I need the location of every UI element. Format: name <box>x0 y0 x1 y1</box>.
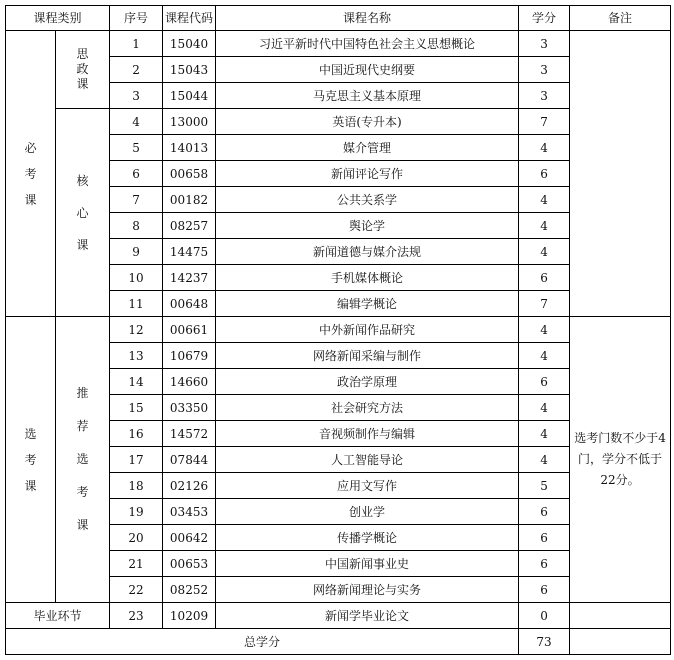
course-seq: 4 <box>110 109 163 135</box>
subcategory-ideology <box>56 31 110 109</box>
total-credit: 73 <box>519 629 570 655</box>
subcategory-ideology-label <box>56 47 109 92</box>
course-seq: 12 <box>110 317 163 343</box>
vertical-char: 考 <box>76 485 89 499</box>
table-row <box>6 317 671 343</box>
header-credit: 学分 <box>519 6 570 31</box>
course-name: 新闻学毕业论文 <box>216 603 519 629</box>
vertical-char: 选 <box>76 452 89 466</box>
course-seq: 18 <box>110 473 163 499</box>
vertical-char: 选 <box>24 426 37 441</box>
course-seq: 6 <box>110 161 163 187</box>
course-name: 公共关系学 <box>216 187 519 213</box>
vertical-char: 思 <box>76 47 89 61</box>
course-seq: 13 <box>110 343 163 369</box>
course-credit: 4 <box>519 395 570 421</box>
course-name: 创业学 <box>216 499 519 525</box>
graduation-label: 毕业环节 <box>6 603 110 629</box>
vertical-char: 政 <box>76 62 89 76</box>
course-credit: 7 <box>519 291 570 317</box>
course-name: 习近平新时代中国特色社会主义思想概论 <box>216 31 519 57</box>
course-seq: 23 <box>110 603 163 629</box>
course-seq: 15 <box>110 395 163 421</box>
vertical-char: 推 <box>76 386 89 400</box>
course-credit: 6 <box>519 265 570 291</box>
course-name: 应用文写作 <box>216 473 519 499</box>
course-code: 15044 <box>163 83 216 109</box>
course-name: 音视频制作与编辑 <box>216 421 519 447</box>
course-credit: 6 <box>519 369 570 395</box>
course-seq: 20 <box>110 525 163 551</box>
subcategory-core-label <box>56 165 109 261</box>
course-name: 中国新闻事业史 <box>216 551 519 577</box>
course-name: 政治学原理 <box>216 369 519 395</box>
total-row <box>6 629 671 655</box>
course-seq: 19 <box>110 499 163 525</box>
course-seq: 16 <box>110 421 163 447</box>
vertical-char: 考 <box>24 166 37 181</box>
course-credit: 6 <box>519 499 570 525</box>
subcategory-core <box>56 109 110 317</box>
course-credit: 4 <box>519 343 570 369</box>
course-seq: 11 <box>110 291 163 317</box>
vertical-char: 课 <box>24 478 37 493</box>
category-elective <box>6 317 56 603</box>
course-credit: 3 <box>519 83 570 109</box>
course-seq: 1 <box>110 31 163 57</box>
category-required-label <box>6 135 55 213</box>
course-code: 14475 <box>163 239 216 265</box>
course-seq: 9 <box>110 239 163 265</box>
course-name: 人工智能导论 <box>216 447 519 473</box>
course-credit: 4 <box>519 421 570 447</box>
course-name: 中外新闻作品研究 <box>216 317 519 343</box>
course-seq: 21 <box>110 551 163 577</box>
course-seq: 3 <box>110 83 163 109</box>
course-credit: 6 <box>519 551 570 577</box>
course-credit: 5 <box>519 473 570 499</box>
course-credit: 3 <box>519 57 570 83</box>
course-name: 舆论学 <box>216 213 519 239</box>
course-credit: 4 <box>519 187 570 213</box>
vertical-char: 核 <box>76 173 89 188</box>
vertical-char: 心 <box>76 205 89 220</box>
course-credit: 7 <box>519 109 570 135</box>
course-name: 英语(专升本) <box>216 109 519 135</box>
course-seq: 17 <box>110 447 163 473</box>
course-code: 00658 <box>163 161 216 187</box>
subcategory-recommended-label <box>56 377 109 542</box>
remark-required <box>570 31 671 317</box>
course-credit: 4 <box>519 135 570 161</box>
curriculum-table <box>5 5 671 655</box>
total-label: 总学分 <box>6 629 519 655</box>
course-credit: 4 <box>519 317 570 343</box>
subcategory-recommended <box>56 317 110 603</box>
category-elective-label <box>6 421 55 499</box>
course-name: 新闻道德与媒介法规 <box>216 239 519 265</box>
course-credit: 4 <box>519 239 570 265</box>
course-credit: 6 <box>519 525 570 551</box>
course-seq: 22 <box>110 577 163 603</box>
vertical-char: 课 <box>24 192 37 207</box>
vertical-char: 考 <box>24 452 37 467</box>
course-code: 14660 <box>163 369 216 395</box>
elective-note: 选考门数不少于4门，学分不低于22分。 <box>570 317 671 603</box>
course-code: 00648 <box>163 291 216 317</box>
course-code: 00653 <box>163 551 216 577</box>
header-category: 课程类别 <box>6 6 110 31</box>
course-code: 14572 <box>163 421 216 447</box>
vertical-char: 课 <box>76 77 89 91</box>
course-code: 08257 <box>163 213 216 239</box>
course-code: 10209 <box>163 603 216 629</box>
course-code: 15040 <box>163 31 216 57</box>
course-credit: 0 <box>519 603 570 629</box>
header-remark: 备注 <box>570 6 671 31</box>
vertical-char: 课 <box>76 518 89 532</box>
course-name: 新闻评论写作 <box>216 161 519 187</box>
course-name: 马克思主义基本原理 <box>216 83 519 109</box>
course-name: 网络新闻采编与制作 <box>216 343 519 369</box>
course-seq: 7 <box>110 187 163 213</box>
course-name: 编辑学概论 <box>216 291 519 317</box>
course-code: 00642 <box>163 525 216 551</box>
graduation-row <box>6 603 671 629</box>
course-name: 中国近现代史纲要 <box>216 57 519 83</box>
course-code: 13000 <box>163 109 216 135</box>
course-code: 03350 <box>163 395 216 421</box>
course-code: 14013 <box>163 135 216 161</box>
course-credit: 6 <box>519 161 570 187</box>
course-code: 08252 <box>163 577 216 603</box>
course-seq: 2 <box>110 57 163 83</box>
course-code: 00182 <box>163 187 216 213</box>
course-code: 00661 <box>163 317 216 343</box>
course-code: 07844 <box>163 447 216 473</box>
vertical-char: 课 <box>76 237 89 252</box>
course-seq: 14 <box>110 369 163 395</box>
remark-graduation <box>570 603 671 629</box>
course-name: 媒介管理 <box>216 135 519 161</box>
header-name: 课程名称 <box>216 6 519 31</box>
course-credit: 4 <box>519 213 570 239</box>
vertical-char: 荐 <box>76 419 89 433</box>
course-code: 15043 <box>163 57 216 83</box>
course-code: 10679 <box>163 343 216 369</box>
remark-total <box>570 629 671 655</box>
course-credit: 4 <box>519 447 570 473</box>
header-seq: 序号 <box>110 6 163 31</box>
course-seq: 10 <box>110 265 163 291</box>
course-name: 传播学概论 <box>216 525 519 551</box>
course-name: 手机媒体概论 <box>216 265 519 291</box>
course-credit: 3 <box>519 31 570 57</box>
course-name: 网络新闻理论与实务 <box>216 577 519 603</box>
course-seq: 8 <box>110 213 163 239</box>
course-code: 14237 <box>163 265 216 291</box>
course-name: 社会研究方法 <box>216 395 519 421</box>
header-row <box>6 6 671 31</box>
course-credit: 6 <box>519 577 570 603</box>
header-code: 课程代码 <box>163 6 216 31</box>
course-code: 03453 <box>163 499 216 525</box>
table-row <box>6 31 671 57</box>
course-code: 02126 <box>163 473 216 499</box>
vertical-char: 必 <box>24 140 37 155</box>
category-required <box>6 31 56 317</box>
course-seq: 5 <box>110 135 163 161</box>
